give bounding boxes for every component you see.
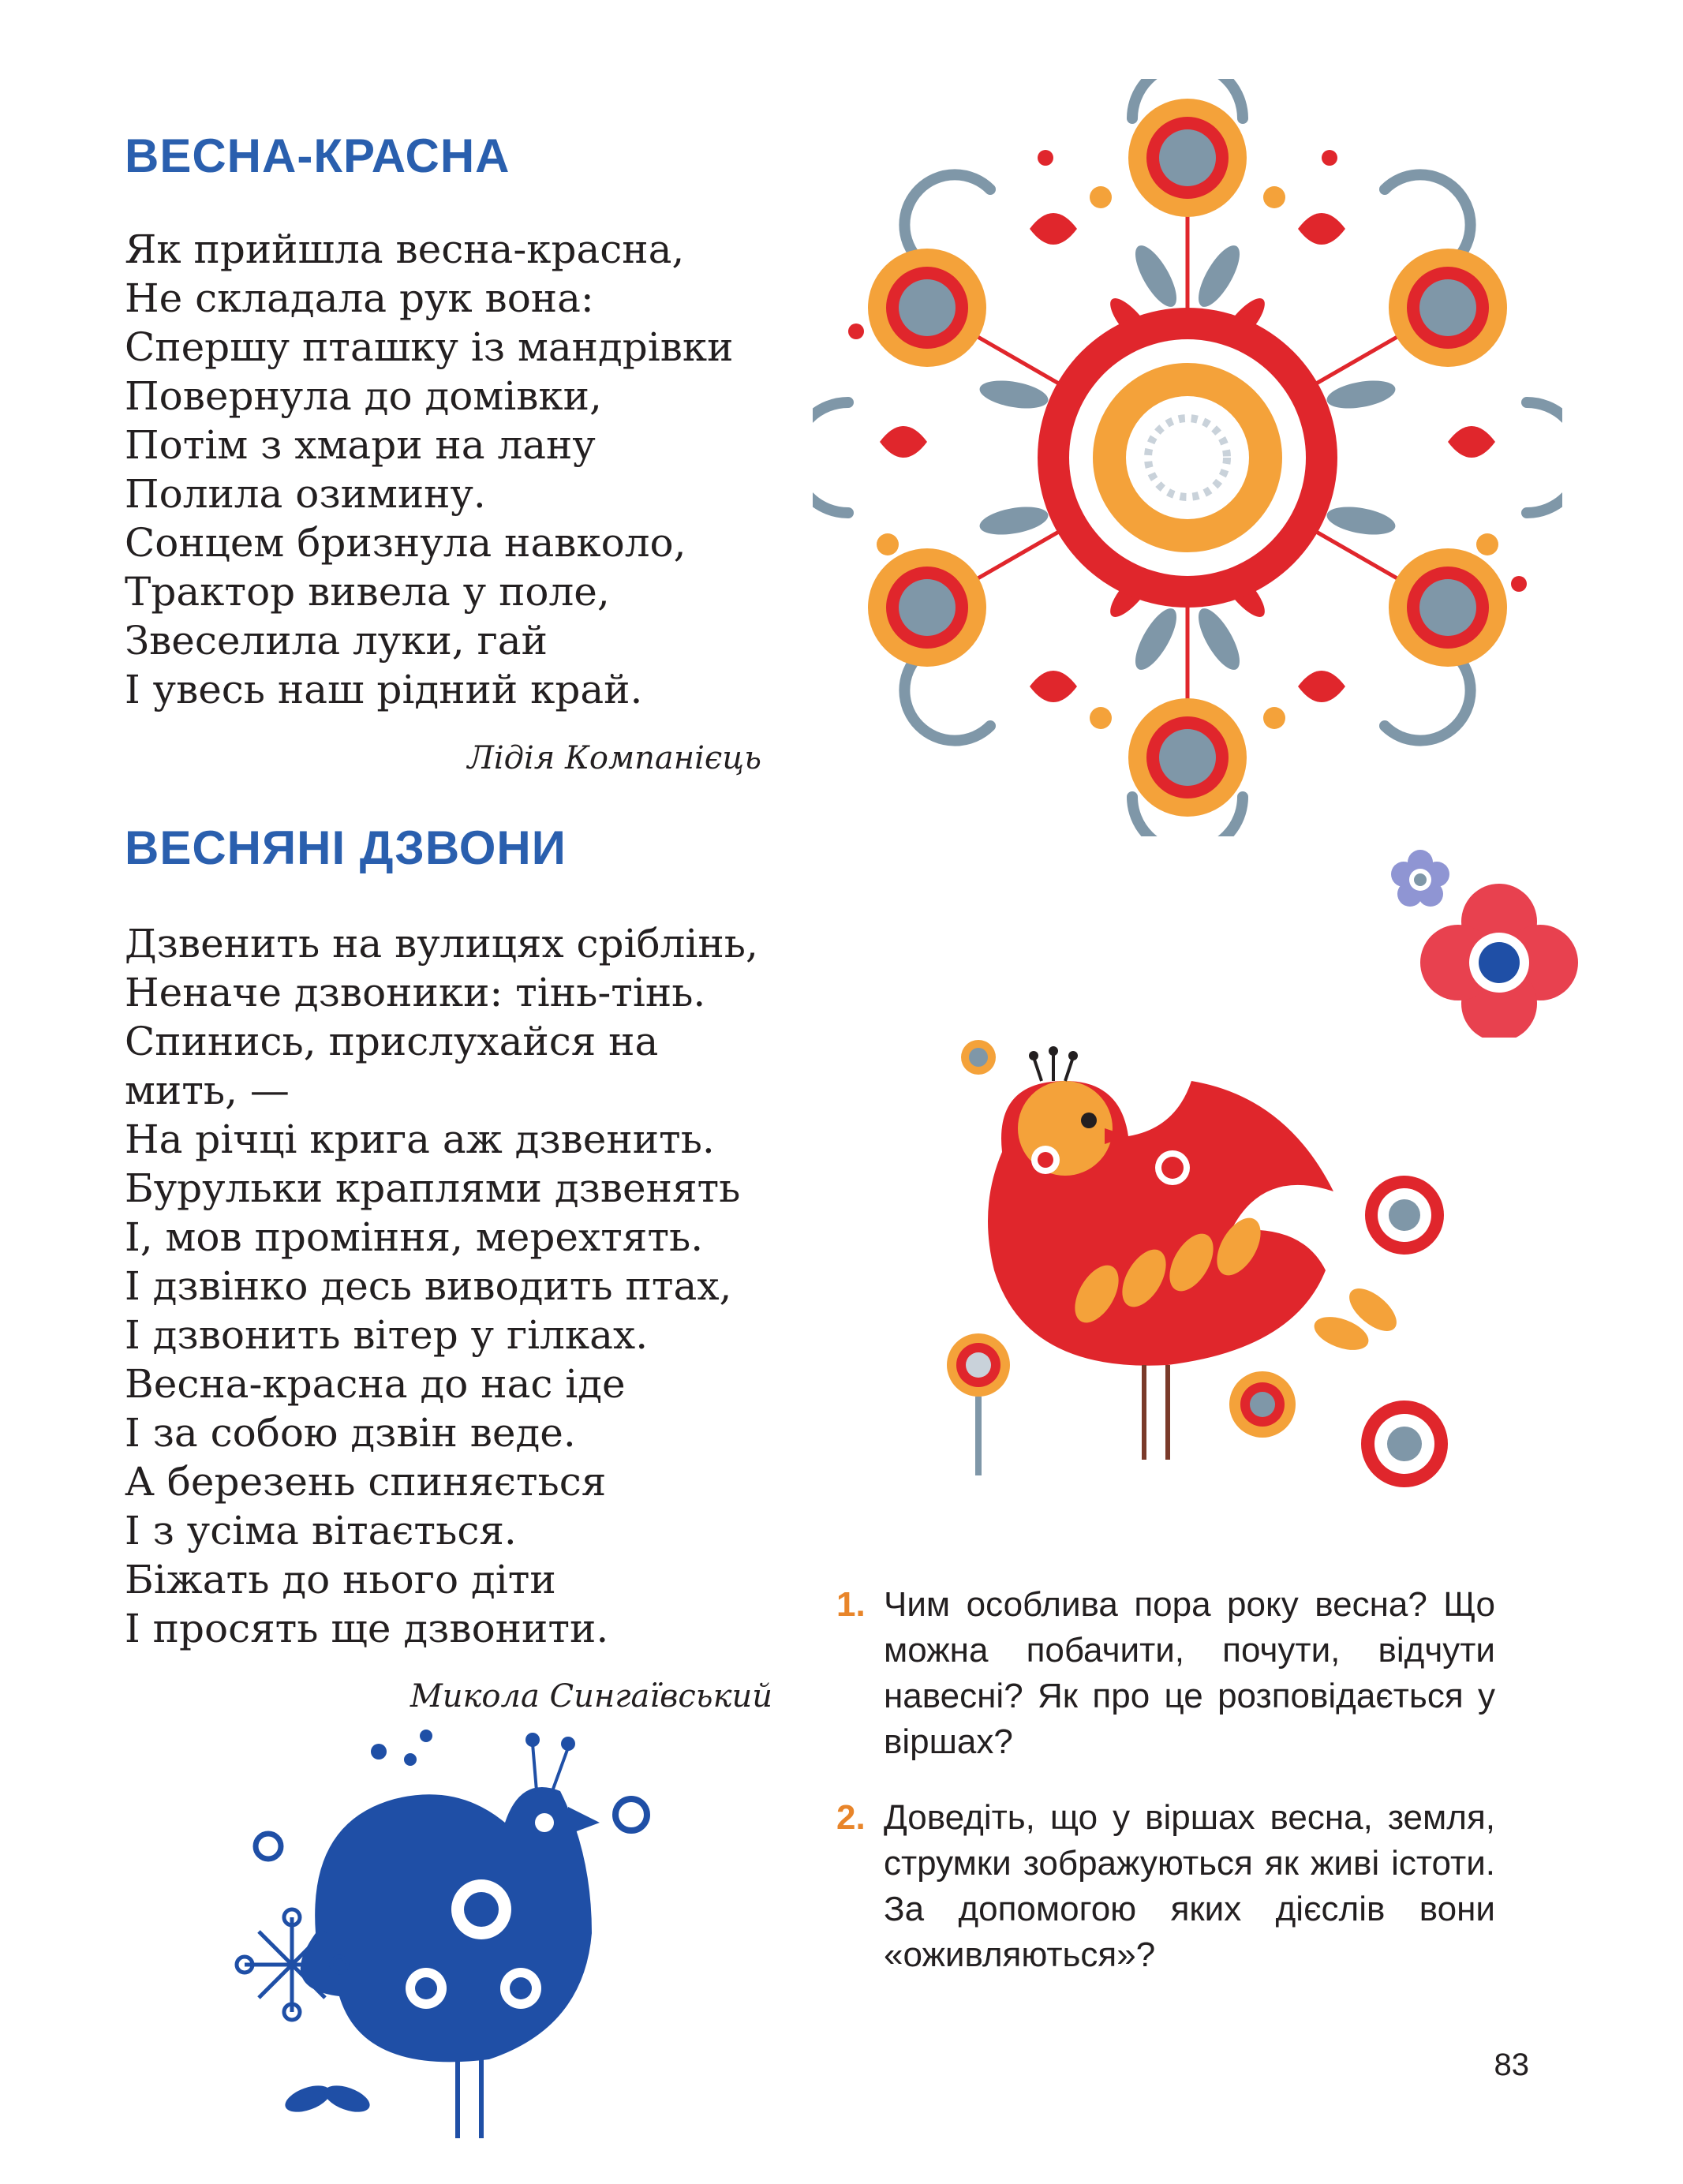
poem-line: мить, — (125, 1068, 290, 1113)
poem-line: Спинись, прислухайся на (125, 1019, 659, 1064)
poem-line: І, мов проміння, мерехтять. (125, 1214, 704, 1260)
poem1-title: ВЕСНА-КРАСНА (125, 129, 511, 182)
poem-line: Трактор вивела у поле, (125, 569, 610, 615)
poem2-author: Микола Сингаївський (410, 1678, 772, 1715)
poem-line: На річці крига аж дзвенить. (125, 1116, 715, 1162)
poem-line: Звеселила луки, гай (125, 618, 548, 664)
question-list (836, 1582, 1531, 2008)
question-number: 2. (836, 1798, 866, 1837)
poem-line: І дзвінко десь виводить птах, (125, 1263, 732, 1309)
folk-mandala-ornament (813, 79, 1562, 836)
poem-line: Спершу пташку із мандрівки (125, 324, 734, 370)
poem-line: Весна-красна до нас іде (125, 1361, 626, 1407)
poem-line: Неначе дзвоники: тінь-тінь. (125, 970, 706, 1015)
question-text: Чим особлива пора року весна? Що можна побачити, почути, відчути навесні? Як про це розповідається у віршах? (884, 1585, 1495, 1761)
poem-line: Дзвенить на вулицях сріблінь, (125, 921, 758, 967)
poem-line: І просять ще дзвонити. (125, 1606, 609, 1651)
poem-line: І за собою дзвін веде. (125, 1410, 576, 1456)
poem-line: Як прийшла весна-красна, (125, 226, 685, 272)
poem-line: А березень спиняється (125, 1459, 607, 1505)
poem-line: Полила озимину. (125, 471, 486, 517)
poem-line: Сонцем бризнула навколо, (125, 520, 686, 566)
poem-line: Не складала рук вона: (125, 275, 594, 321)
poem-line: Повернула до домівки, (125, 373, 602, 419)
poem2-title: ВЕСНЯНІ ДЗВОНИ (125, 821, 567, 874)
page-number: 83 (1494, 2048, 1529, 2082)
red-folk-bird (931, 1034, 1499, 1507)
question-item (836, 1795, 1531, 1978)
poem1-text (125, 225, 734, 714)
blue-folk-bird (221, 1728, 679, 2154)
question-number: 1. (836, 1585, 866, 1624)
poem-line: І з усіма вітається. (125, 1508, 517, 1554)
folk-flower-pair (1381, 840, 1578, 1038)
poem-line: Бурульки краплями дзвенять (125, 1165, 741, 1211)
question-item (836, 1582, 1531, 1765)
poem-line: Біжать до нього діти (125, 1557, 556, 1602)
poem2-text (125, 919, 758, 1653)
poem-line: І дзвонить вітер у гілках. (125, 1312, 649, 1358)
question-text: Доведіть, що у віршах весна, земля, струмки зображуються як живі істоти. За допомогою яких дієслів вони «оживляються»? (884, 1798, 1495, 1974)
poem-line: І увесь наш рідний край. (125, 667, 643, 712)
poem-line: Потім з хмари на лану (125, 422, 596, 468)
poem1-author: Лідія Компанієць (467, 740, 761, 776)
